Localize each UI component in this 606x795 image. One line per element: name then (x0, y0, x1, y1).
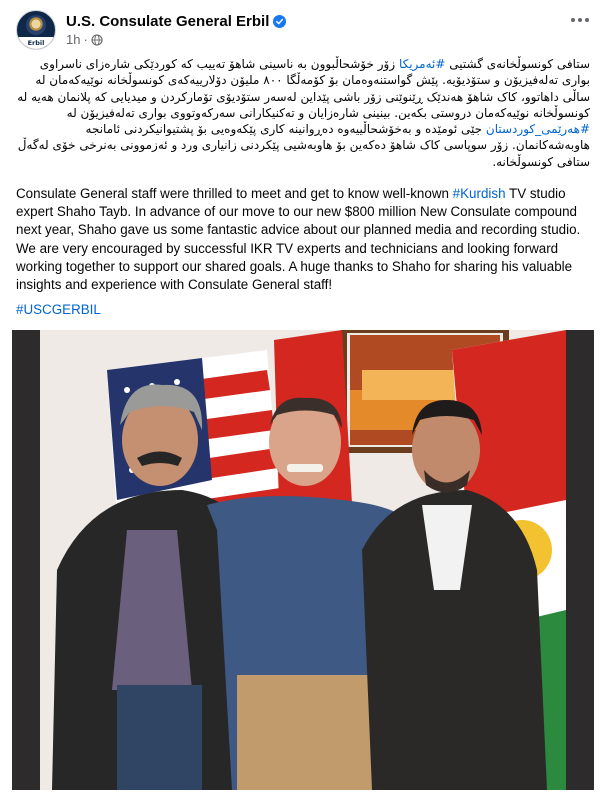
post-header (16, 10, 590, 50)
kurdish-text-part: جێی ئومێدە و بەخۆشحاڵییەوە دەڕوانینە کاری پێکەوەیی بۆ پشتیوانیکردنی ئامانجە هاوبەشەکانمان. زۆر سوپاسی کاک شاهۆ دەکەین بۆ هاوبەشیی پێکردنی زانیاری ورد و ئەزموونی بەنرخی خۆی لەگەڵ ستافی کونسوڵخانە. (17, 122, 590, 169)
avatar-label: Erbil (27, 39, 45, 47)
english-caption (16, 185, 590, 294)
hashtag-uscgerbil-link[interactable]: #USCGERBIL (16, 302, 101, 317)
page-avatar[interactable] (16, 10, 56, 50)
hashtag-america-link[interactable]: #ئەمریکا (398, 57, 446, 71)
post-timestamp[interactable]: 1h (66, 32, 81, 47)
english-text-part: TV studio expert Shaho Tayb. In advance of our move to our new $800 million New Consulate compound next year, Shaho gave us some fantastic advice about our planned media and recording studio. We are very encouraged by successful IKR TV experts and technicians and looking forward working together to support our shared goals. A huge thanks to Shaho for sharing his valuable insights and experience with Consulate General staff! (16, 186, 581, 293)
hashtag-kurdish-link[interactable]: #Kurdish (452, 186, 506, 201)
verified-badge-icon (273, 15, 286, 28)
dot-separator: · (83, 32, 88, 47)
english-text-part: Consulate General staff were thrilled to meet and get to know well-known (16, 186, 453, 201)
kurdish-text-part: زۆر خۆشحاڵبوون بە ناسینی شاهۆ تەییب کە کوردێکی شارەزای ناسراوی بواری تەلەفیزیۆن و ستۆدیۆیە. پێش گواستنەوەمان بۆ کۆمەڵگا ٨٠٠ ملیۆن دۆلارییەکەی کونسوڵخانە نوێیەکەمان لە ساڵی داهاتوو، کاک شاهۆ هەندێک ڕێنوێنی زۆر باشی پێداین لەسەر ستۆدیۆی تۆمارکردن و میدیایی کە پلانمان هەیە لە کونسوڵخانە نوێیەکەمان دروستی بکەین. بینینی شارەزایان و تەکنیکارانی سەرکەوتووی بواری تەلەفیزیۆن لە (17, 57, 590, 120)
consulate-seal-icon (26, 15, 46, 35)
hashtag-kurdistan-region-link[interactable]: #هەرێمی_کوردستان (485, 122, 590, 137)
kurdish-text-part: ستافی کونسوڵخانەی گشتیی (445, 57, 590, 71)
more-options-icon[interactable] (568, 8, 592, 32)
globe-icon (91, 34, 103, 46)
kurdish-caption (16, 56, 590, 170)
page-name-link[interactable]: U.S. Consulate General Erbil (66, 13, 270, 30)
post-photo[interactable] (12, 330, 594, 790)
